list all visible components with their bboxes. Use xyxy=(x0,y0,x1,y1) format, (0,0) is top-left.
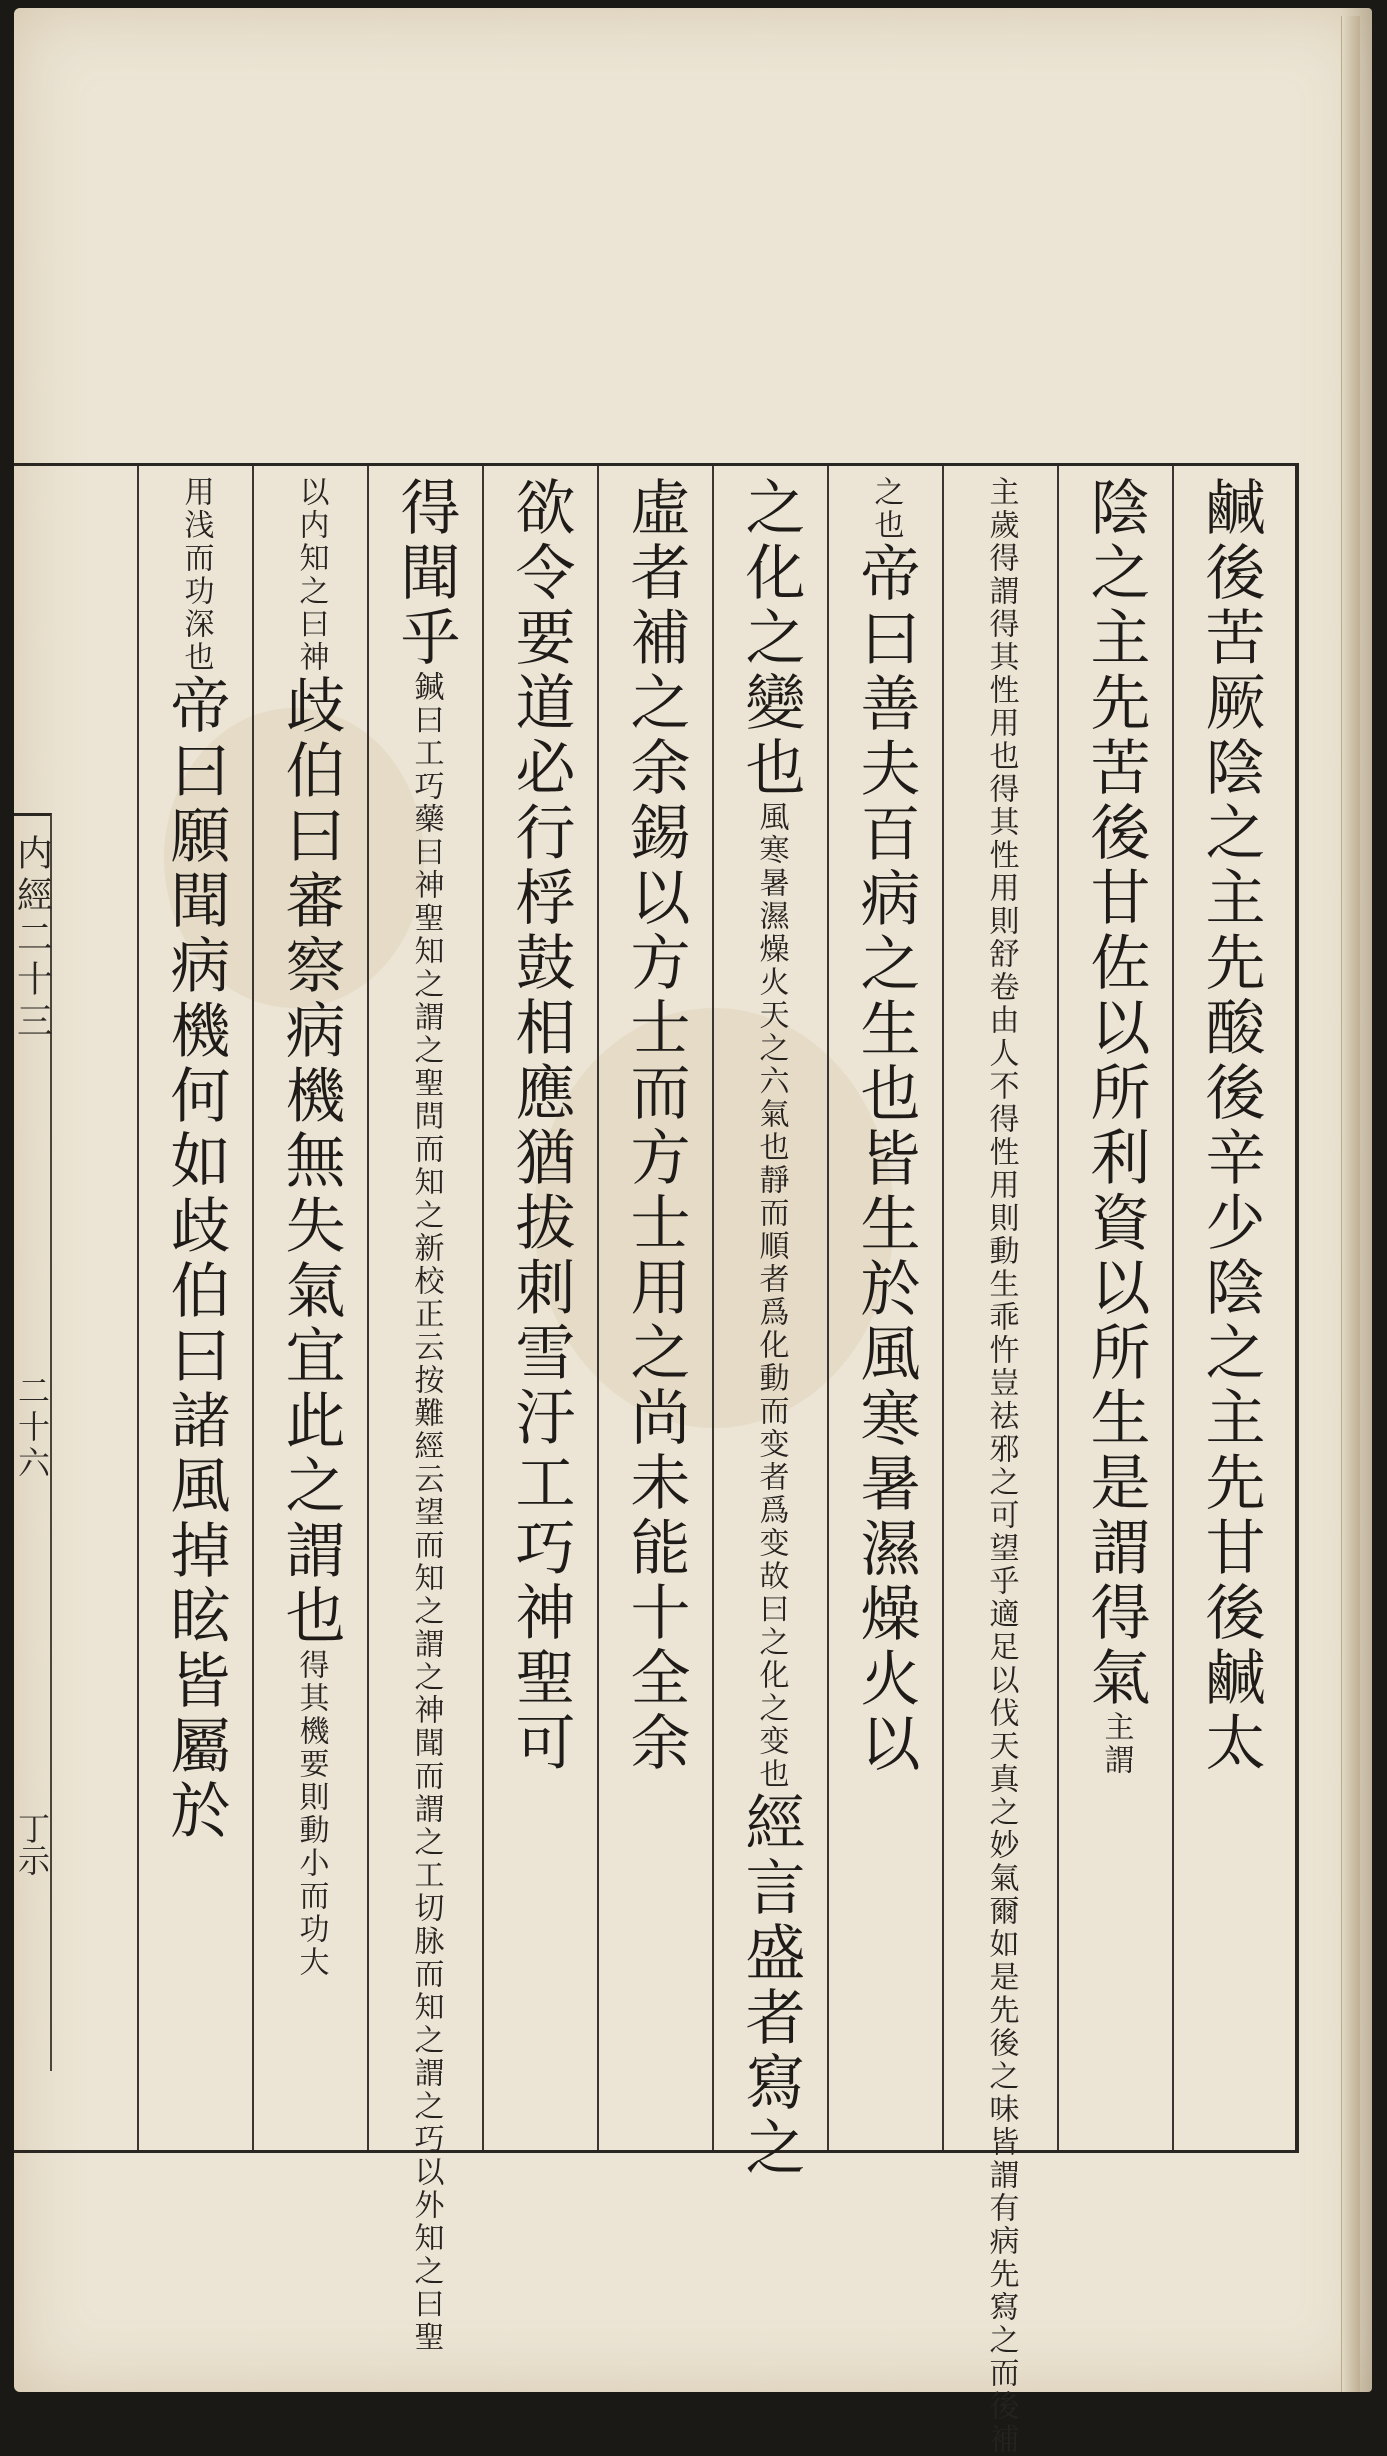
text-column xyxy=(252,466,367,2150)
margin-book-title: 内經二十三 xyxy=(11,834,53,1044)
main-text: 陰之主先苦後甘佐以所利資以所生是謂得氣 xyxy=(1080,476,1151,1711)
text-column xyxy=(482,466,597,2150)
commentary-line: 之曰神 xyxy=(293,575,329,674)
book-page xyxy=(11,8,1372,2456)
commentary-line: 也 xyxy=(868,509,904,542)
text-column xyxy=(827,466,942,2150)
text-column xyxy=(367,466,482,2354)
text-column xyxy=(597,466,712,2150)
commentary-line: 爲化動而变者爲变故曰之化之变也 xyxy=(753,1296,789,1791)
commentary-line: 主歲得謂得其性用也得其性用則舒卷由人不得性用則動生乖忤豈祛邪 xyxy=(983,476,1019,1466)
commentary-line: 功深也 xyxy=(178,575,214,674)
main-text: 之化之變也 xyxy=(735,476,806,801)
commentary-note xyxy=(752,801,790,1791)
margin-page-number: 二十六 xyxy=(13,1374,51,1482)
commentary-line: 新校正云按難經云望而知之謂之神聞而 xyxy=(408,1232,444,1793)
commentary-line: 得其機要則 xyxy=(293,1649,329,1814)
text-column xyxy=(712,466,827,2181)
text-column xyxy=(137,466,252,2150)
commentary-note xyxy=(292,1649,330,1979)
text-column xyxy=(1172,466,1287,2150)
main-text: 歧伯曰審察病機無失氣宜此之謂也 xyxy=(275,674,346,1649)
text-column xyxy=(942,466,1057,2456)
main-text: 虛者補之余錫以方士而方士用之尚未能十全余 xyxy=(620,476,691,1776)
commentary-note xyxy=(407,1232,445,2354)
commentary-line: 風寒暑濕燥火天之六氣也靜而順者 xyxy=(753,801,789,1296)
commentary-line: 以内知 xyxy=(293,476,329,575)
commentary-note xyxy=(177,476,215,674)
page-gutter-shadow xyxy=(1342,8,1372,2392)
commentary-note xyxy=(867,476,905,542)
main-text: 得聞乎 xyxy=(390,476,461,671)
commentary-line: 知之謂之聖問而知之 xyxy=(408,935,444,1232)
commentary-note xyxy=(292,476,330,674)
commentary-line: 之可望乎適足以伐天真之妙氣爾如是先後之味皆謂有病先寫之而後補 xyxy=(983,1466,1019,2456)
commentary-line: 用浅而 xyxy=(178,476,214,575)
main-text: 鹹後苦厥陰之主先酸後辛少陰之主先甘後鹹太 xyxy=(1195,476,1266,1776)
main-text: 欲令要道必行桴鼓相應猶拔刺雪汙工巧神聖可 xyxy=(505,476,576,1776)
commentary-note xyxy=(982,476,1020,2456)
commentary-note xyxy=(1097,1711,1135,1777)
commentary-note xyxy=(407,671,445,1232)
margin-mark: 丁示 xyxy=(13,1812,51,1876)
text-frame xyxy=(14,463,1299,2456)
commentary-line: 動小而功大 xyxy=(293,1814,329,1979)
commentary-line: 謂之工切脉而知之謂之巧以外知之曰聖 xyxy=(408,1793,444,2354)
commentary-line: 主謂 xyxy=(1098,1711,1134,1777)
main-text: 帝曰願聞病機何如歧伯曰諸風掉眩皆屬於 xyxy=(160,674,231,1844)
commentary-line: 鍼曰工巧藥曰神聖 xyxy=(408,671,444,935)
commentary-line: 之 xyxy=(868,476,904,509)
main-text: 經言盛者寫之 xyxy=(735,1791,806,2181)
main-text: 帝曰善夫百病之生也皆生於風寒暑濕燥火以 xyxy=(850,542,921,1777)
text-column xyxy=(1057,466,1172,2150)
